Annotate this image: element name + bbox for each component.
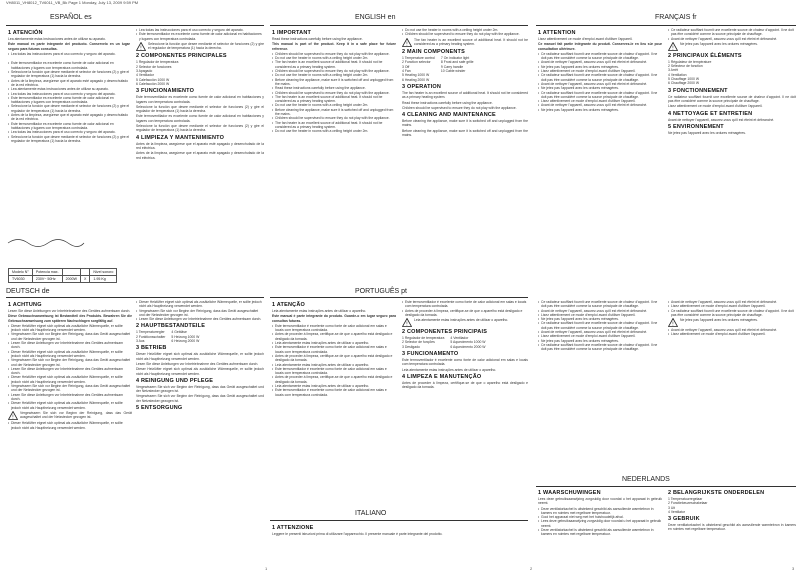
en-paragraph: The fan heater is an excellent source of additional heat. It should not be considered as a primary heating system. xyxy=(402,90,528,100)
es-paragraph: Este termoventilador es excelente como fuente de calor adicional en habitaciones y lugares con temperatura controlada. xyxy=(136,114,264,123)
pt-warning xyxy=(402,318,528,327)
en-bullet: • Children should be supervised to ensure they do not play with the appliance. xyxy=(272,116,396,120)
nl-component: 1 Temperatuurregelaar xyxy=(668,497,703,501)
de-paragraph: Dieser Heizlüfter eignet sich optimal als zusätzliche Wärmequelle, er sollte jedoch nicht als Hauptheizung verwendet werden. xyxy=(136,352,264,361)
section-rule xyxy=(536,25,796,26)
es-column-b xyxy=(136,28,264,286)
en-column-a xyxy=(272,28,396,286)
de-component: 3 Aus xyxy=(136,339,145,344)
en-bullet: • Children should be supervised to ensure they do not play with the appliance. xyxy=(402,32,528,36)
warning-triangle-icon xyxy=(402,38,412,47)
de-bullet: • Vergewissern Sie sich vor Beginn der Reinigung, dass das Gerät ausgeschaltet und der Netzstecker gezogen ist. xyxy=(8,332,132,341)
pt-bullet: • Leia atentamente estas instruções antes de utilizar o aparelho. xyxy=(272,384,396,388)
de-bullet: • Dieser Heizlüfter eignet sich optimal als zusätzliche Wärmequelle, er sollte jedoch nicht als Hauptheizung verwendet werden. xyxy=(8,421,132,430)
es-bullet: • Lea todas las instrucciones para el uso correcto y seguro del aparato. xyxy=(136,28,264,32)
svg-text:!: ! xyxy=(406,41,408,47)
de-bullet: • Dieser Heizlüfter eignet sich optimal als zusätzliche Wärmequelle, er sollte jedoch nicht als Hauptheizung verwendet werden. xyxy=(8,375,132,384)
pt-section-heading: 4 LIMPEZA E MANUTENÇÃO xyxy=(402,373,482,380)
pt-component: 2 Selector de funções xyxy=(402,340,435,345)
de-component: 5 Heizung 1000 W xyxy=(171,334,200,339)
es-section-heading: 3 FUNCIONAMIENTO xyxy=(136,88,195,95)
warning-triangle-icon xyxy=(668,318,678,327)
fr-warning xyxy=(668,318,796,327)
page-number: 2 xyxy=(530,566,533,571)
en-bullet: • Do not use the heater in rooms with a ceiling height under 2m. xyxy=(272,56,396,60)
fr-warning-text: Ne jetez pas l'appareil avec les ordures ménagères. xyxy=(680,41,758,46)
es-section-heading: 2 COMPONENTES PRINCIPALES xyxy=(136,53,227,60)
en-section-heading: 2 MAIN COMPONENTS xyxy=(402,49,465,56)
de-bullet: • Lesen Sie diese Anleitungen vor Inbetriebnahme des Gerätes aufmerksam durch. xyxy=(136,317,264,321)
fr-component: 4 Ventilation xyxy=(668,72,687,77)
de-section-heading: 4 REINIGUNG UND PFLEGE xyxy=(136,377,214,384)
pt-section-heading: 1 ATENÇÃO xyxy=(272,302,305,308)
fr-bullet: • Ce radiateur soufflant fournit une excellente source de chaleur d'appoint. Il ne doit pas être considéré comme la source principale de chauffage. xyxy=(538,91,662,100)
de-bullet: • Dieser Heizlüfter eignet sich optimal als zusätzliche Wärmequelle, er sollte jedoch nicht als Hauptheizung verwendet werden. xyxy=(8,401,132,410)
page-number: 3 xyxy=(792,566,795,571)
lang-title-en: ENGLISH en xyxy=(355,14,396,21)
pt-paragraph: Este manual é parte integrante do produto. Guarde-o em lugar seguro para consultas futuras. xyxy=(272,314,396,323)
en-warning-text: The fan heater is an excellent source of additional heat. It should not be considered as a primary heating system. xyxy=(414,37,528,46)
fr-bullet: • Avant de nettoyer l'appareil, assurez-vous qu'il est éteint et débranché. xyxy=(538,103,662,107)
pt-component: 6 Aquecimento 2000 W xyxy=(450,344,486,349)
de-bullet: • Vergewissern Sie sich vor Beginn der Reinigung, dass das Gerät ausgeschaltet und der Netzstecker gezogen ist. xyxy=(8,358,132,367)
en-paragraph: Read these instructions carefully before using the appliance. xyxy=(272,37,363,41)
en-column-b xyxy=(402,28,528,286)
pt-paragraph: Antes de proceder à limpeza, certifique-se de que o aparelho está desligado e desligado da tomada. xyxy=(402,380,528,390)
es-paragraph: Seleccione la función que desee mediante el selector de funciones (2) y gire el regulador de temperatura (1) hacia la derecha. xyxy=(136,104,264,114)
en-paragraph: Before cleaning the appliance, make sure it is switched off and unplugged from the mains. xyxy=(402,128,528,138)
en-section-heading: 4 CLEANING AND MAINTENANCE xyxy=(402,112,496,119)
fr-paragraph: Ce manuel fait partie intégrante du produit. Conservez-le en lieu sûr pour consultation ultérieure. xyxy=(538,42,662,51)
en-section-heading: 1 IMPORTANT xyxy=(272,30,312,36)
en-bullet: • The fan heater is an excellent source of additional heat. It should not be considered as a primary heating system. xyxy=(272,60,396,69)
fr-section-heading: 5 ENVIRONNEMENT xyxy=(668,123,724,130)
fr-component: 6 Chauffage 2000 W xyxy=(668,81,700,86)
es-bullet: • Lea todas las instrucciones para el uso correcto y seguro del aparato. xyxy=(8,130,130,134)
de-paragraph: Vergewissern Sie sich vor Beginn der Reinigung, dass das Gerät ausgeschaltet und der Netzstecker gezogen ist. xyxy=(136,394,264,403)
nl-bullet: • Deze ventilatorkachel is uitstekend geschikt als aanvullende warmtebron in kamers en ruimtes met regelbare temperatuur. xyxy=(538,528,662,537)
en-paragraph: Read these instructions carefully before using the appliance. xyxy=(402,100,493,105)
es-bullet: • Lea todas las instrucciones para el uso correcto y seguro del aparato. xyxy=(8,92,130,96)
spec-cell: 1.95 Kg xyxy=(90,276,117,283)
pt-warning-text: Leia atentamente estas instruções antes de utilizar o aparelho. xyxy=(414,318,509,323)
es-paragraph: Seleccione la función que desee mediante el selector de funciones (2) y gire el regulador de temperatura (1) hacia la derecha. xyxy=(136,124,264,133)
en-component: 2 Function selector xyxy=(402,60,431,65)
es-bullet: • Antes de la limpieza, asegúrese que el aparato esté apagado y desenchufado de la red eléctrica. xyxy=(8,113,130,122)
svg-text:!: ! xyxy=(12,414,14,420)
fr-bullet: • Ne jetez pas l'appareil avec les ordures ménagères. xyxy=(538,317,662,321)
nl-paragraph: Lees deze gebruiksaanwijzing zorgvuldig door voordat u het apparaat in gebruik neemt. xyxy=(538,497,662,506)
de-paragraph: Lesen Sie diese Anleitungen vor Inbetriebnahme des Gerätes aufmerksam durch. xyxy=(136,361,259,366)
pt-bullet: • Este termoventilador é excelente como fonte de calor adicional em salas e locais com temperatura controlada. xyxy=(272,367,396,376)
fr-bullet: • Lisez attentivement ce mode d'emploi avant d'utiliser l'appareil. xyxy=(538,334,662,338)
fr-paragraph: Ce radiateur soufflant fournit une excellente source de chaleur d'appoint. Il ne doit pas être considéré comme la source principale de chauffage. xyxy=(668,94,796,103)
lang-title-fr: FRANÇAIS fr xyxy=(655,14,697,21)
pt-component: 3 Desligado xyxy=(402,344,420,349)
pt-column-b xyxy=(402,300,528,510)
de-paragraph: Vergewissern Sie sich vor Beginn der Reinigung, dass das Gerät ausgeschaltet und der Netzstecker gezogen ist. xyxy=(136,384,264,394)
fr-bullet: • Lisez attentivement ce mode d'emploi avant d'utiliser l'appareil. xyxy=(668,332,796,336)
en-paragraph: Children should be supervised to ensure they do not play with the appliance. xyxy=(402,105,517,110)
pt-paragraph: Leia atentamente estas instruções antes de utilizar o aparelho. xyxy=(402,367,497,372)
spec-cell: 2000W xyxy=(62,276,80,283)
en-warning xyxy=(402,38,528,48)
warning-triangle-icon xyxy=(8,411,18,420)
es-component: 5 Calefacción 1000 W xyxy=(136,77,170,82)
es-paragraph: Lea atentamente estas instrucciones antes de utilizar su aparato. xyxy=(8,37,106,41)
pt-section-heading: 2 COMPONENTES PRINCIPAIS xyxy=(402,329,488,336)
es-warning xyxy=(136,42,264,52)
es-bullet: • Este termoventilador es excelente como fuente de calor adicional en habitaciones y lugares con temperatura controlada. xyxy=(8,61,130,70)
pt-bullet: • Leia atentamente estas instruções antes de utilizar o aparelho. xyxy=(272,363,396,367)
en-bullet: • Before cleaning the appliance, make sure it is switched off and unplugged from the mains. xyxy=(272,108,396,117)
de-section-heading: 1 ACHTUNG xyxy=(8,302,42,308)
fr-component: 5 Chauffage 1000 W xyxy=(668,77,700,82)
it-section-heading: 1 ATTENZIONE xyxy=(272,525,314,531)
es-column-a xyxy=(8,28,130,238)
de-component: 4 Gebläse xyxy=(171,330,187,335)
es-component: 6 Calefacción 2000 W xyxy=(136,81,170,86)
lang-title-pt: PORTUGUÊS pt xyxy=(355,288,407,295)
fr-component: 2 Sélecteur de fonction xyxy=(668,64,703,69)
en-bullet: • Do not use the heater in rooms with a ceiling height under 2m. xyxy=(272,73,396,77)
lang-title-de: DEUTSCH de xyxy=(6,288,50,295)
de-paragraph: Lesen Sie diese Anleitungen vor Inbetriebnahme des Gerätes aufmerksam durch. xyxy=(8,309,131,313)
pt-bullet: • Este termoventilador é excelente como fonte de calor adicional em salas e locais com temperatura controlada. xyxy=(272,388,396,397)
lang-title-it: ITALIANO xyxy=(355,510,387,517)
fr-bullet: • Lisez attentivement ce mode d'emploi avant d'utiliser l'appareil. xyxy=(668,304,796,308)
en-paragraph: This manual is part of the product. Keep it in a safe place for future reference. xyxy=(272,42,396,51)
fr-bullet: • Ce radiateur soufflant fournit une excellente source de chaleur d'appoint. Il ne doit pas être considéré comme la source principale de chauffage. xyxy=(538,343,662,352)
en-section-heading: 3 OPERATION xyxy=(402,83,442,90)
fr-bullet: • Ne jetez pas l'appareil avec les ordures ménagères. xyxy=(538,86,662,90)
pt-bullet: • Antes de proceder à limpeza, certifique-se de que o aparelho está desligado e desligado da tomada. xyxy=(272,354,396,363)
fr-bullet: • Ne jetez pas l'appareil avec les ordures ménagères. xyxy=(538,339,662,343)
de-column-a xyxy=(8,300,132,568)
fr-bullet: • Ce radiateur soufflant fournit une excellente source de chaleur d'appoint. Il ne doit pas être considéré comme la source principale de chauffage. xyxy=(538,73,662,82)
spec-table xyxy=(8,268,117,283)
de-warning-text: Vergewissern Sie sich vor Beginn der Reinigung, dass das Gerät ausgeschaltet und der Netzstecker gezogen ist. xyxy=(20,410,132,420)
nl-component: 2 Functiekeuzeschakelaar xyxy=(668,501,708,506)
fr-column-a xyxy=(538,28,662,286)
pt-column-a xyxy=(272,300,396,510)
en-bullet: • The fan heater is an excellent source of additional heat. It should not be considered as a primary heating system. xyxy=(272,121,396,130)
running-header: VH8011_VH8012_TV6011_VB_Bk Page 1 Monday, July 13, 2009 9:59 PM xyxy=(6,0,139,5)
fr-bullet: • Avant de nettoyer l'appareil, assurez-vous qu'il est éteint et débranché. xyxy=(538,60,662,64)
it-column xyxy=(272,523,528,569)
fr-bullet: • Avant de nettoyer l'appareil, assurez-vous qu'il est éteint et débranché. xyxy=(538,82,662,86)
es-section-heading: 4 LIMPIEZA Y MANTENIMIENTO xyxy=(136,134,225,141)
section-rule xyxy=(270,25,528,26)
fr-bullet: • Lisez attentivement ce mode d'emploi avant d'utiliser l'appareil. xyxy=(538,99,662,103)
es-paragraph: Este manual es parte integrante del producto. Conservelo en un lugar seguro para futuras consultas. xyxy=(8,42,130,51)
es-bullet: • Este termoventilador es excelente como fuente de calor adicional en habitaciones y lugares con temperatura controlada. xyxy=(136,32,264,41)
fr-section-heading: 1 ATTENTION xyxy=(538,30,576,36)
fr-paragraph: Lisez attentivement ce mode d'emploi avant d'utiliser l'appareil. xyxy=(538,37,633,41)
fr-component: 3 Arrêt xyxy=(668,68,678,73)
fr-warning xyxy=(668,42,796,51)
fr-bullet: • Avant de nettoyer l'appareil, assurez-vous qu'il est éteint et débranché. xyxy=(668,300,796,304)
nl-column-pre-a xyxy=(538,300,662,472)
es-paragraph: Antes de la limpieza, asegúrese que el aparato esté apagado y desenchufado de la red eléctrica. xyxy=(136,151,264,160)
spec-header: Nivel sonoro xyxy=(90,269,117,276)
es-paragraph: Antes de la limpieza, asegúrese que el aparato esté apagado y desenchufado de la red eléctrica. xyxy=(136,141,264,150)
warning-triangle-icon xyxy=(402,318,412,327)
en-bullet: • Children should be supervised to ensure they do not play with the appliance. xyxy=(272,69,396,73)
fr-bullet: • Lisez attentivement ce mode d'emploi avant d'utiliser l'appareil. xyxy=(538,69,662,73)
fr-warning-text: Ne jetez pas l'appareil avec les ordures ménagères. xyxy=(680,318,758,323)
nl-component: 3 Uit xyxy=(668,505,675,510)
svg-text:!: ! xyxy=(406,321,408,328)
nl-column-a xyxy=(538,488,662,570)
de-bullet: • Vergewissern Sie sich vor Beginn der Reinigung, dass das Gerät ausgeschaltet und der Netzstecker gezogen ist. xyxy=(136,309,264,318)
nl-column-pre-b xyxy=(668,300,796,472)
fr-bullet: • Avant de nettoyer l'appareil, assurez-vous qu'il est éteint et débranché. xyxy=(668,328,796,332)
nl-bullet: • Lees deze gebruiksaanwijzing zorgvuldig door voordat u het apparaat in gebruik neemt. xyxy=(538,519,662,528)
pt-bullet: • Antes de proceder à limpeza, certifique-se de que o aparelho está desligado e desligado da tomada. xyxy=(272,332,396,341)
page-number: 1 xyxy=(265,566,268,571)
es-section-heading: 1 ATENCIÓN xyxy=(8,30,43,36)
spec-header: Potencia max. xyxy=(32,269,62,276)
spec-header xyxy=(81,269,90,276)
de-bullet: • Lesen Sie diese Anleitungen vor Inbetriebnahme des Gerätes aufmerksam durch. xyxy=(8,393,132,402)
en-bullet: • Children should be supervised to ensure they do not play with the appliance. xyxy=(272,52,396,56)
fr-bullet: • Ce radiateur soufflant fournit une excellente source de chaleur d'appoint. Il ne doit pas être considéré comme la source principale de chauffage. xyxy=(538,321,662,330)
spec-cell: 230V~ 50Hz xyxy=(32,276,62,283)
svg-text:!: ! xyxy=(672,45,674,51)
es-component: 2 Selector de funciones xyxy=(136,64,172,69)
nl-section-heading: 2 BELANGRIJKSTE ONDERDELEN xyxy=(668,490,765,496)
en-bullet: • Children should be supervised to ensure they do not play with the appliance. xyxy=(272,91,396,95)
fr-bullet: • Ce radiateur soufflant fournit une excellente source de chaleur d'appoint. Il ne doit pas être considéré comme la source principale de chauffage. xyxy=(668,28,796,37)
en-bullet: • Do not use the heater in rooms with a ceiling height under 2m. xyxy=(272,103,396,107)
en-component: 10 Cable winder xyxy=(440,69,466,74)
de-section-heading: 5 ENTSORGUNG xyxy=(136,405,183,412)
de-component: 2 Funktionsschalter xyxy=(136,334,166,339)
es-component: 3 Apagado xyxy=(136,69,153,74)
es-bullet: • Seleccione la función que desee mediante el selector de funciones (2) y gire el regulador de temperatura (1) hacia la derecha. xyxy=(8,70,130,79)
fr-bullet: • Avant de nettoyer l'appareil, assurez-vous qu'il est éteint et débranché. xyxy=(668,37,796,41)
fr-bullet: • Ce radiateur soufflant fournit une excellente source de chaleur d'appoint. Il ne doit pas être considéré comme la source principale de chauffage. xyxy=(538,300,662,309)
pt-bullet: • Antes de proceder à limpeza, certifique-se de que o aparelho está desligado e desligado da tomada. xyxy=(402,309,528,318)
de-section-heading: 2 HAUPTBESTANDTEILE xyxy=(136,323,206,330)
en-bullet: • Do not use the heater in rooms with a ceiling height under 2m. xyxy=(272,129,396,133)
pt-component: 4 Ventilador xyxy=(450,336,469,341)
de-bullet: • Dieser Heizlüfter eignet sich optimal als zusätzliche Wärmequelle, er sollte jedoch nicht als Hauptheizung verwendet werden. xyxy=(136,300,264,309)
fr-section-heading: 3 FONCTIONNEMENT xyxy=(668,87,728,94)
en-component: 7 On indicator light xyxy=(440,56,470,61)
en-component: 1 Temperature control xyxy=(402,56,435,61)
de-component: 1 Temperaturregler xyxy=(136,330,165,335)
decorative-swirl-icon xyxy=(6,238,86,248)
it-paragraph: Leggere le presenti istruzioni prima di utilizzare l'apparecchio. Il presente manuale è parte integrante del prodotto. xyxy=(272,532,443,536)
fr-bullet: • Ce radiateur soufflant fournit une excellente source de chaleur d'appoint. Il ne doit pas être considéré comme la source principale de chauffage. xyxy=(668,309,796,318)
fr-paragraph: Avant de nettoyer l'appareil, assurez-vous qu'il est éteint et débranché. xyxy=(668,117,775,122)
warning-triangle-icon xyxy=(668,42,678,51)
es-bullet: • Seleccione la función que desee mediante el selector de funciones (2) y gire el regulador de temperatura (1) hacia la derecha. xyxy=(8,104,130,113)
en-bullet: • Before cleaning the appliance, make sure it is switched off and unplugged from the mains. xyxy=(272,78,396,87)
de-section-heading: 3 BETRIEB xyxy=(136,345,167,352)
pt-bullet: • Este termoventilador é excelente como fonte de calor adicional em salas e locais com temperatura controlada. xyxy=(272,345,396,354)
es-bullet: • Lea atentamente estas instrucciones antes de utilizar su aparato. xyxy=(8,87,130,91)
es-warning-text: Seleccione la función que desee mediante el selector de funciones (2) y gire el regulador de temperatura (1) hacia la derecha. xyxy=(148,41,264,51)
fr-component: 1 Régulateur de température xyxy=(668,59,712,64)
fr-bullet: • Ne jetez pas l'appareil avec les ordures ménagères. xyxy=(538,65,662,69)
en-component: 9 Carry handle xyxy=(440,64,464,69)
de-component: 6 Heizung 2000 W xyxy=(171,339,200,344)
en-component: 8 Frost and safe grille xyxy=(440,60,474,65)
section-rule xyxy=(270,297,528,298)
fr-bullet: • Avant de nettoyer l'appareil, assurez-vous qu'il est éteint et débranché. xyxy=(538,309,662,313)
en-bullet: • The fan heater is an excellent source of additional heat. It should not be considered as a primary heating system. xyxy=(272,95,396,104)
pt-component: 5 Aquecimento 1000 W xyxy=(450,340,486,345)
nl-bullet: • Deze ventilatorkachel is uitstekend geschikt als aanvullende warmtebron in kamers en ruimtes met regelbare temperatuur. xyxy=(538,507,662,516)
de-bullet: • Vergewissern Sie sich vor Beginn der Reinigung, dass das Gerät ausgeschaltet und der Netzstecker gezogen ist. xyxy=(8,384,132,393)
es-component: 1 Regulador de temperatura xyxy=(136,60,179,65)
nl-section-heading: 3 GEBRUIK xyxy=(668,516,700,523)
en-component: 6 Heating 2000 W xyxy=(402,77,430,82)
en-paragraph: Before cleaning the appliance, make sure it is switched off and unplugged from the mains. xyxy=(402,119,528,128)
de-warning xyxy=(8,411,132,421)
de-bullet: • Lesen Sie diese Anleitungen vor Inbetriebnahme des Gerätes aufmerksam durch. xyxy=(8,341,132,350)
lang-title-es: ESPAÑOL es xyxy=(50,14,92,21)
fr-section-heading: 4 NETTOYAGE ET ENTRETIEN xyxy=(668,110,753,117)
fr-paragraph: Ne jetez pas l'appareil avec les ordures ménagères. xyxy=(668,130,746,135)
fr-column-b xyxy=(668,28,796,286)
spec-cell: TV6030 xyxy=(9,276,33,283)
pt-bullet: • Leia atentamente estas instruções antes de utilizar o aparelho. xyxy=(272,341,396,345)
pt-bullet: • Antes de proceder à limpeza, certifique-se de que o aparelho está desligado e desligado da tomada. xyxy=(272,375,396,384)
es-paragraph: Este termoventilador es excelente como fuente de calor adicional en habitaciones y lugares con temperatura controlada. xyxy=(136,95,264,104)
es-bullet: • Lea todas las instrucciones para el uso correcto y seguro del aparato. xyxy=(8,52,130,56)
nl-bullet: • Gooi het apparaat niet weg met het huishoudelijk afval. xyxy=(538,515,662,519)
nl-column-b xyxy=(668,488,796,570)
spec-cell: X xyxy=(81,276,90,283)
pt-paragraph: Este termoventilador é excelente como fonte de calor adicional em salas e locais com temperatura controlada. xyxy=(402,358,528,367)
fr-bullet: • Ne jetez pas l'appareil avec les ordures ménagères. xyxy=(538,108,662,112)
svg-text:!: ! xyxy=(672,321,674,328)
fr-bullet: • Ce radiateur soufflant fournit une excellente source de chaleur d'appoint. Il ne doit pas être considéré comme la source principale de chauffage. xyxy=(538,52,662,61)
fr-bullet: • Lisez attentivement ce mode d'emploi avant d'utiliser l'appareil. xyxy=(538,313,662,317)
pt-paragraph: Leia atentamente estas instruções antes de utilizar o aparelho. xyxy=(272,309,367,313)
pt-component: 1 Regulador de temperatura xyxy=(402,336,445,341)
de-paragraph: Dieser Heizlüfter eignet sich optimal als zusätzliche Wärmequelle, er sollte jedoch nicht als Hauptheizung verwendet werden. xyxy=(136,367,264,376)
warning-triangle-icon xyxy=(136,42,146,51)
de-column-b xyxy=(136,300,264,568)
section-rule xyxy=(6,25,264,26)
fr-paragraph: Lisez attentivement ce mode d'emploi avant d'utiliser l'appareil. xyxy=(668,104,763,109)
de-bullet: • Lesen Sie diese Anleitungen vor Inbetriebnahme des Gerätes aufmerksam durch. xyxy=(8,367,132,376)
en-bullet: • Read these instructions carefully before using the appliance. xyxy=(272,86,396,90)
section-rule xyxy=(6,297,264,298)
en-component: 3 Off xyxy=(402,64,410,69)
lang-title-nl: NEDERLANDS xyxy=(622,476,670,483)
es-bullet: • Este termoventilador es excelente como fuente de calor adicional en habitaciones y lugares con temperatura controlada. xyxy=(8,122,130,131)
pt-bullet: • Este termoventilador é excelente como fonte de calor adicional em salas e locais com temperatura controlada. xyxy=(402,300,528,309)
nl-component: 4 Ventilator xyxy=(668,509,685,514)
es-bullet: • Seleccione la función que desee mediante el selector de funciones (2) y gire el regulador de temperatura (1) hacia la derecha. xyxy=(8,135,130,144)
section-rule xyxy=(270,520,528,521)
en-bullet: • Do not use the heater in rooms with a ceiling height under 2m. xyxy=(402,28,528,32)
es-bullet: • Antes de la limpieza, asegúrese que el aparato esté apagado y desenchufado de la red eléctrica. xyxy=(8,79,130,88)
fr-section-heading: 2 PRINCIPAUX ÉLÉMENTS xyxy=(668,52,742,59)
svg-text:!: ! xyxy=(140,45,142,51)
de-paragraph: Diese Gebrauchsanweisung ist Bestandteil des Produkts. Bewahren Sie die Gebrauchsanweisung zum späteren Nachschlagen sorgfältig auf. xyxy=(8,314,132,323)
fr-bullet: • Avant de nettoyer l'appareil, assurez-vous qu'il est éteint et débranché. xyxy=(538,330,662,334)
spec-header: Modelo N° xyxy=(9,269,33,276)
es-component: 4 Ventilador xyxy=(136,73,154,78)
es-bullet: • Este termoventilador es excelente como fuente de calor adicional en habitaciones y lugares con temperatura controlada. xyxy=(8,96,130,105)
de-bullet: • Dieser Heizlüfter eignet sich optimal als zusätzliche Wärmequelle, er sollte jedoch nicht als Hauptheizung verwendet werden. xyxy=(8,324,132,333)
spec-header xyxy=(62,269,80,276)
en-component: 4 Fan xyxy=(402,69,411,74)
de-bullet: • Dieser Heizlüfter eignet sich optimal als zusätzliche Wärmequelle, er sollte jedoch nicht als Hauptheizung verwendet werden. xyxy=(8,350,132,359)
section-rule xyxy=(536,486,796,487)
en-component: 5 Heating 1000 W xyxy=(402,73,430,78)
nl-section-heading: 1 WAARSCHUWINGEN xyxy=(538,490,601,496)
pt-bullet: • Este termoventilador é excelente como fonte de calor adicional em salas e locais com temperatura controlada. xyxy=(272,324,396,333)
nl-paragraph: Deze ventilatorkachel is uitstekend geschikt als aanvullende warmtebron in kamers en ruimtes met regelbare temperatuur. xyxy=(668,523,796,532)
pt-section-heading: 3 FUNCIONAMENTO xyxy=(402,351,459,358)
